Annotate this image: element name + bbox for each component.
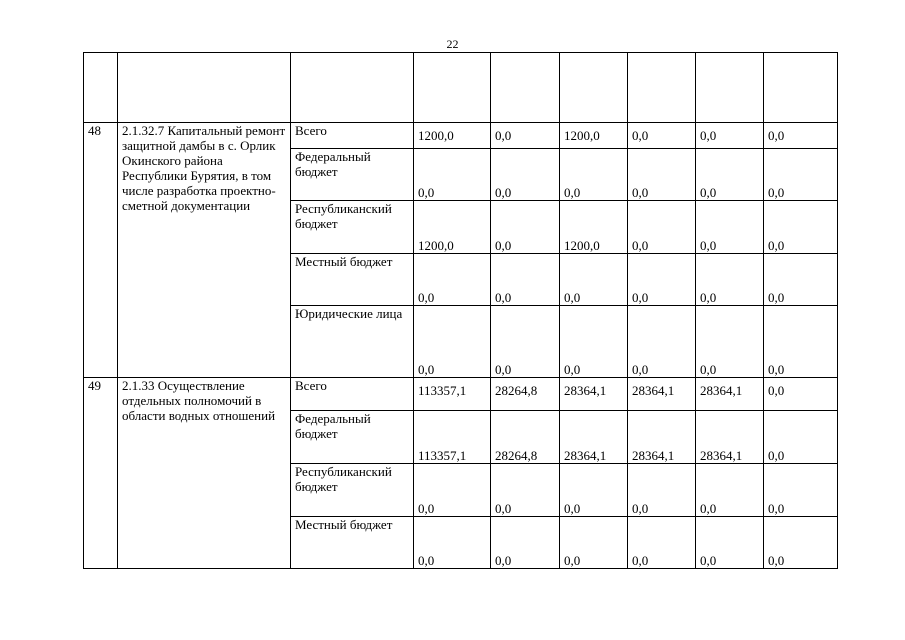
- measure-name: 2.1.33 Осуществление отдельных полномочий в области водных отношений: [118, 378, 291, 569]
- value-cell: 113357,1: [414, 378, 491, 411]
- row-number: 49: [84, 378, 118, 569]
- value-cell: 0,0: [414, 254, 491, 306]
- funding-source: Всего: [291, 123, 414, 149]
- funding-source: Федеральный бюджет: [291, 411, 414, 464]
- value-cell: 0,0: [560, 517, 628, 569]
- value-cell: 0,0: [764, 254, 838, 306]
- value-cell: 113357,1: [414, 411, 491, 464]
- value-cell: 0,0: [491, 517, 560, 569]
- value-cell: 28364,1: [628, 411, 696, 464]
- value-cell: 0,0: [414, 149, 491, 201]
- value-cell: 0,0: [560, 149, 628, 201]
- value-cell: 0,0: [696, 517, 764, 569]
- value-cell: 0,0: [491, 201, 560, 254]
- header-cell: [696, 53, 764, 123]
- funding-source: Республиканский бюджет: [291, 201, 414, 254]
- funding-source: Всего: [291, 378, 414, 411]
- value-cell: 0,0: [764, 411, 838, 464]
- value-cell: 0,0: [560, 306, 628, 378]
- measure-name: 2.1.32.7 Капитальный ремонт защитной дамбы в с. Орлик Окинского района Республики Бурятия, в том числе разработка проектно-сметной документации: [118, 123, 291, 378]
- value-cell: 1200,0: [560, 201, 628, 254]
- page-number: 22: [446, 37, 459, 51]
- empty-header-row: [84, 53, 838, 123]
- funding-source: Местный бюджет: [291, 254, 414, 306]
- value-cell: 0,0: [560, 464, 628, 517]
- value-cell: 0,0: [628, 464, 696, 517]
- value-cell: 0,0: [414, 517, 491, 569]
- value-cell: 0,0: [696, 306, 764, 378]
- value-cell: 0,0: [764, 123, 838, 149]
- value-cell: 28364,1: [560, 411, 628, 464]
- header-cell: [291, 53, 414, 123]
- value-cell: 0,0: [764, 378, 838, 411]
- funding-source: Федеральный бюджет: [291, 149, 414, 201]
- header-cell: [118, 53, 291, 123]
- value-cell: 0,0: [628, 123, 696, 149]
- value-cell: 1200,0: [560, 123, 628, 149]
- value-cell: 0,0: [491, 464, 560, 517]
- table-row: [84, 123, 838, 149]
- value-cell: 0,0: [628, 517, 696, 569]
- header-cell: [84, 53, 118, 123]
- value-cell: 0,0: [696, 201, 764, 254]
- value-cell: 0,0: [628, 254, 696, 306]
- funding-source: Республиканский бюджет: [291, 464, 414, 517]
- value-cell: 0,0: [696, 254, 764, 306]
- value-cell: 0,0: [764, 306, 838, 378]
- value-cell: 1200,0: [414, 201, 491, 254]
- value-cell: 0,0: [628, 201, 696, 254]
- value-cell: 1200,0: [414, 123, 491, 149]
- value-cell: 28364,1: [696, 378, 764, 411]
- value-cell: 0,0: [696, 464, 764, 517]
- funding-source: Местный бюджет: [291, 517, 414, 569]
- row-number: 48: [84, 123, 118, 378]
- value-cell: 0,0: [696, 123, 764, 149]
- header-cell: [560, 53, 628, 123]
- value-cell: 0,0: [414, 306, 491, 378]
- value-cell: 0,0: [764, 201, 838, 254]
- value-cell: 0,0: [491, 306, 560, 378]
- value-cell: 0,0: [491, 254, 560, 306]
- table-row: [84, 378, 838, 411]
- value-cell: 0,0: [764, 149, 838, 201]
- value-cell: 28264,8: [491, 411, 560, 464]
- value-cell: 0,0: [764, 517, 838, 569]
- budget-table: [83, 52, 838, 569]
- header-cell: [628, 53, 696, 123]
- value-cell: 28364,1: [696, 411, 764, 464]
- value-cell: 28364,1: [628, 378, 696, 411]
- funding-source: Юридические лица: [291, 306, 414, 378]
- value-cell: 0,0: [491, 123, 560, 149]
- value-cell: 0,0: [560, 254, 628, 306]
- value-cell: 0,0: [764, 464, 838, 517]
- header-cell: [491, 53, 560, 123]
- value-cell: 28264,8: [491, 378, 560, 411]
- value-cell: 0,0: [696, 149, 764, 201]
- value-cell: 28364,1: [560, 378, 628, 411]
- value-cell: 0,0: [491, 149, 560, 201]
- value-cell: 0,0: [414, 464, 491, 517]
- value-cell: 0,0: [628, 306, 696, 378]
- value-cell: 0,0: [628, 149, 696, 201]
- header-cell: [414, 53, 491, 123]
- header-cell: [764, 53, 838, 123]
